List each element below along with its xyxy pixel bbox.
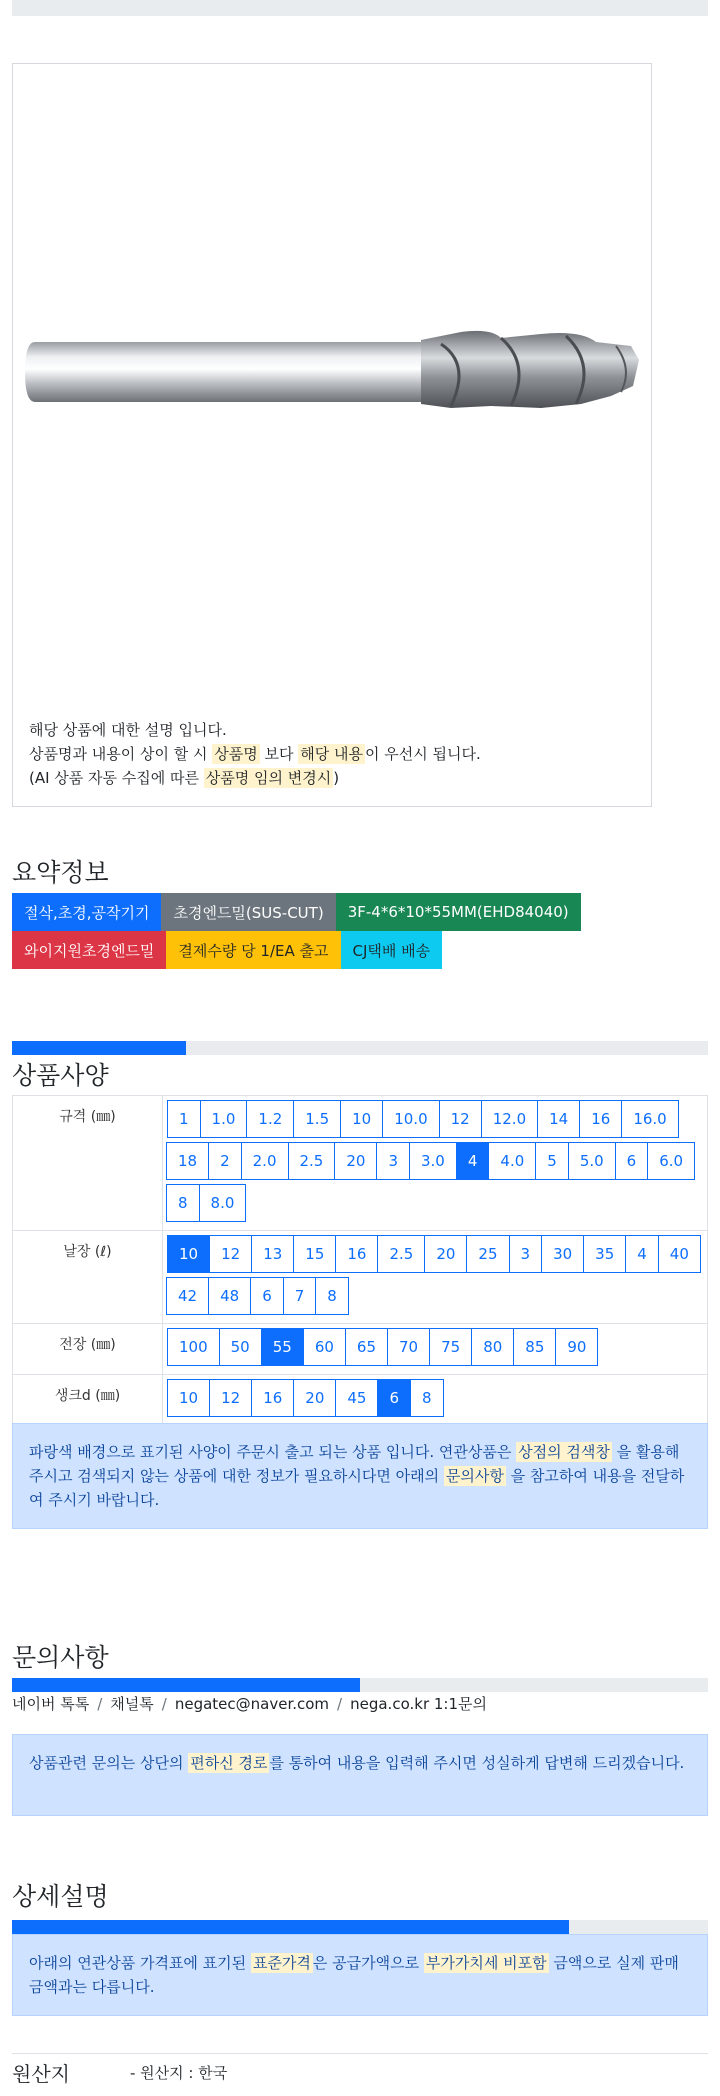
spec-option[interactable]: 50 [219, 1328, 262, 1366]
spec-option[interactable]: 100 [167, 1328, 220, 1366]
highlight-inquiry: 문의사항 [445, 1467, 504, 1485]
origin-row [12, 2053, 708, 2093]
model-badge: 3F-4*6*10*55MM(EHD84040) [336, 893, 581, 931]
spec-option[interactable]: 20 [424, 1235, 467, 1273]
description-line-1: 해당 상품에 대한 설명 입니다. [29, 721, 227, 739]
spec-option[interactable]: 15 [293, 1235, 336, 1273]
description-text: ) [333, 769, 340, 787]
spec-option[interactable]: 13 [251, 1235, 294, 1273]
description-line-2 [29, 742, 481, 766]
spec-option[interactable]: 75 [429, 1328, 472, 1366]
spec-option-selected[interactable]: 55 [261, 1328, 304, 1366]
inquiry-title: 문의사항 [12, 1643, 109, 1672]
spec-option-selected[interactable]: 6 [377, 1379, 411, 1417]
spec-option[interactable]: 8.0 [199, 1184, 247, 1222]
spec-option[interactable]: 3 [509, 1235, 543, 1273]
spec-option[interactable]: 1.0 [200, 1100, 248, 1138]
summary-badges [12, 893, 712, 969]
spec-row [13, 1231, 708, 1324]
channel-naver-talktalk[interactable]: 네이버 톡톡 [12, 1695, 90, 1713]
spec-option[interactable]: 42 [166, 1277, 209, 1315]
spec-option[interactable]: 40 [658, 1235, 701, 1273]
spec-option[interactable]: 6.0 [647, 1142, 695, 1180]
spec-option[interactable]: 16 [579, 1100, 622, 1138]
notice-text: 은 공급가액으로 [312, 1954, 424, 1972]
spec-option[interactable]: 6 [615, 1142, 649, 1180]
spec-option[interactable]: 1.5 [293, 1100, 341, 1138]
summary-title: 요약정보 [12, 858, 109, 887]
spec-title: 상품사양 [12, 1061, 109, 1090]
spec-option[interactable]: 80 [471, 1328, 514, 1366]
detail-notice [12, 1934, 708, 2016]
inquiry-progress-fill [12, 1678, 360, 1692]
spec-option[interactable]: 8 [410, 1379, 444, 1417]
detail-progress-fill [12, 1920, 569, 1934]
spec-option[interactable]: 1.2 [246, 1100, 294, 1138]
spec-option[interactable]: 8 [315, 1277, 349, 1315]
notice-text: 을 활용해 주시고 검색되지 않는 상품에 대한 정보가 필요하시다면 아래의 [29, 1443, 680, 1485]
spec-row-label: 전장 (㎜) [13, 1324, 163, 1375]
quantity-badge: 결제수량 당 1/EA 출고 [166, 931, 340, 969]
inquiry-notice [12, 1734, 708, 1816]
spec-option[interactable]: 4 [625, 1235, 659, 1273]
highlight-vat: 부가가치세 비포함 [425, 1954, 547, 1972]
detail-title: 상세설명 [12, 1882, 109, 1911]
spec-option-selected[interactable]: 10 [167, 1235, 210, 1273]
spec-option[interactable]: 10 [167, 1379, 210, 1417]
spec-option[interactable]: 2.0 [241, 1142, 289, 1180]
spec-option[interactable]: 5 [535, 1142, 569, 1180]
spec-row-label: 날장 (ℓ) [13, 1231, 163, 1324]
inquiry-channels [12, 1693, 487, 1714]
spec-option[interactable]: 12 [209, 1379, 252, 1417]
notice-text: 아래의 연관상품 가격표에 표기된 [29, 1954, 251, 1972]
spec-option[interactable]: 12.0 [481, 1100, 538, 1138]
spec-option[interactable]: 16 [251, 1379, 294, 1417]
description-line-3 [29, 766, 481, 790]
spec-option[interactable]: 30 [541, 1235, 584, 1273]
spec-option[interactable]: 90 [555, 1328, 598, 1366]
description-text: 보다 [259, 745, 299, 763]
inquiry-progress-bar [12, 1678, 708, 1692]
spec-row [13, 1375, 708, 1426]
spec-notice [12, 1423, 708, 1529]
spec-option[interactable]: 25 [466, 1235, 509, 1273]
spec-option[interactable]: 4.0 [488, 1142, 536, 1180]
highlight-rename: 상품명 임의 변경시 [205, 769, 332, 787]
spec-option-selected[interactable]: 4 [456, 1142, 490, 1180]
detail-progress-bar [12, 1920, 708, 1934]
spec-row [13, 1324, 708, 1375]
spec-option[interactable]: 6 [250, 1277, 284, 1315]
spec-row [13, 1096, 708, 1231]
origin-value: - 원산지 : 한국 [130, 2064, 228, 2082]
spec-option[interactable]: 16.0 [621, 1100, 678, 1138]
spec-progress-bar [12, 1041, 708, 1055]
spec-option[interactable]: 16 [335, 1235, 378, 1273]
notice-text: 파랑색 배경으로 표기된 사양이 주문시 출고 되는 상품 입니다. 연관상품은 [29, 1443, 517, 1461]
spec-option[interactable]: 1 [167, 1100, 201, 1138]
spec-option[interactable]: 3 [376, 1142, 410, 1180]
spec-option[interactable]: 3.0 [409, 1142, 457, 1180]
shipping-badge: CJ택배 배송 [341, 931, 443, 969]
description-text: 이 우선시 됩니다. [364, 745, 481, 763]
separator: / [337, 1695, 343, 1713]
spec-option[interactable]: 65 [345, 1328, 388, 1366]
spec-table [12, 1095, 708, 1426]
notice-text: 를 통하여 내용을 입력해 주시면 성실하게 답변해 드리겠습니다. [269, 1754, 685, 1772]
spec-option[interactable]: 12 [209, 1235, 252, 1273]
spec-option[interactable]: 12 [439, 1100, 482, 1138]
highlight-search: 상점의 검색창 [518, 1443, 610, 1461]
highlight-content: 해당 내용 [300, 745, 363, 763]
spec-option[interactable]: 7 [283, 1277, 317, 1315]
notice-text: 금액으로 실제 판매금액과는 다릅니다. [29, 1954, 679, 1996]
spec-row-options [163, 1324, 708, 1375]
highlight-route: 편하신 경로 [190, 1754, 268, 1772]
spec-option[interactable]: 10 [340, 1100, 383, 1138]
origin-label: 원산지 [12, 2062, 70, 2086]
spec-row-label: 생크d (㎜) [13, 1375, 163, 1426]
product-description [29, 718, 481, 790]
top-progress-track [12, 0, 708, 16]
description-text: (AI 상품 자동 수집에 따른 [29, 769, 204, 787]
type-badge: 초경엔드밀(SUS-CUT) [161, 893, 335, 931]
notice-text: 을 참고하여 내용을 전달하여 주시기 바랍니다. [29, 1467, 685, 1509]
brand-badge: 와이지원초경엔드밀 [12, 931, 166, 969]
spec-option[interactable]: 20 [293, 1379, 336, 1417]
spec-row-options [163, 1096, 708, 1231]
spec-option[interactable]: 2.5 [377, 1235, 425, 1273]
spec-option[interactable]: 35 [583, 1235, 626, 1273]
separator: / [97, 1695, 103, 1713]
spec-progress-fill [12, 1041, 186, 1055]
spec-option[interactable]: 48 [208, 1277, 251, 1315]
spec-option[interactable]: 70 [387, 1328, 430, 1366]
highlight-product-name: 상품명 [214, 745, 258, 763]
description-text: 상품명과 내용이 상이 할 시 [29, 745, 213, 763]
spec-row-options [163, 1231, 708, 1324]
spec-option[interactable]: 60 [303, 1328, 346, 1366]
highlight-standard-price: 표준가격 [252, 1954, 311, 1972]
spec-option[interactable]: 14 [537, 1100, 580, 1138]
spec-option[interactable]: 2.5 [288, 1142, 336, 1180]
separator: / [161, 1695, 167, 1713]
spec-option[interactable]: 2 [208, 1142, 242, 1180]
product-image-card [12, 63, 652, 807]
spec-option[interactable]: 20 [334, 1142, 377, 1180]
spec-option[interactable]: 5.0 [568, 1142, 616, 1180]
channel-channeltalk[interactable]: 채널톡 [110, 1695, 154, 1713]
channel-website[interactable]: nega.co.kr 1:1문의 [350, 1695, 487, 1713]
endmill-product-image [21, 324, 645, 420]
spec-option[interactable]: 8 [166, 1184, 200, 1222]
spec-option[interactable]: 85 [513, 1328, 556, 1366]
channel-email[interactable]: negatec@naver.com [174, 1695, 330, 1713]
spec-option[interactable]: 45 [335, 1379, 378, 1417]
spec-row-label: 규격 (㎜) [13, 1096, 163, 1231]
category-badge: 절삭,초경,공작기기 [12, 893, 161, 931]
spec-row-options [163, 1375, 708, 1426]
spec-option[interactable]: 18 [166, 1142, 209, 1180]
notice-text: 상품관련 문의는 상단의 [29, 1754, 189, 1772]
spec-option[interactable]: 10.0 [382, 1100, 439, 1138]
